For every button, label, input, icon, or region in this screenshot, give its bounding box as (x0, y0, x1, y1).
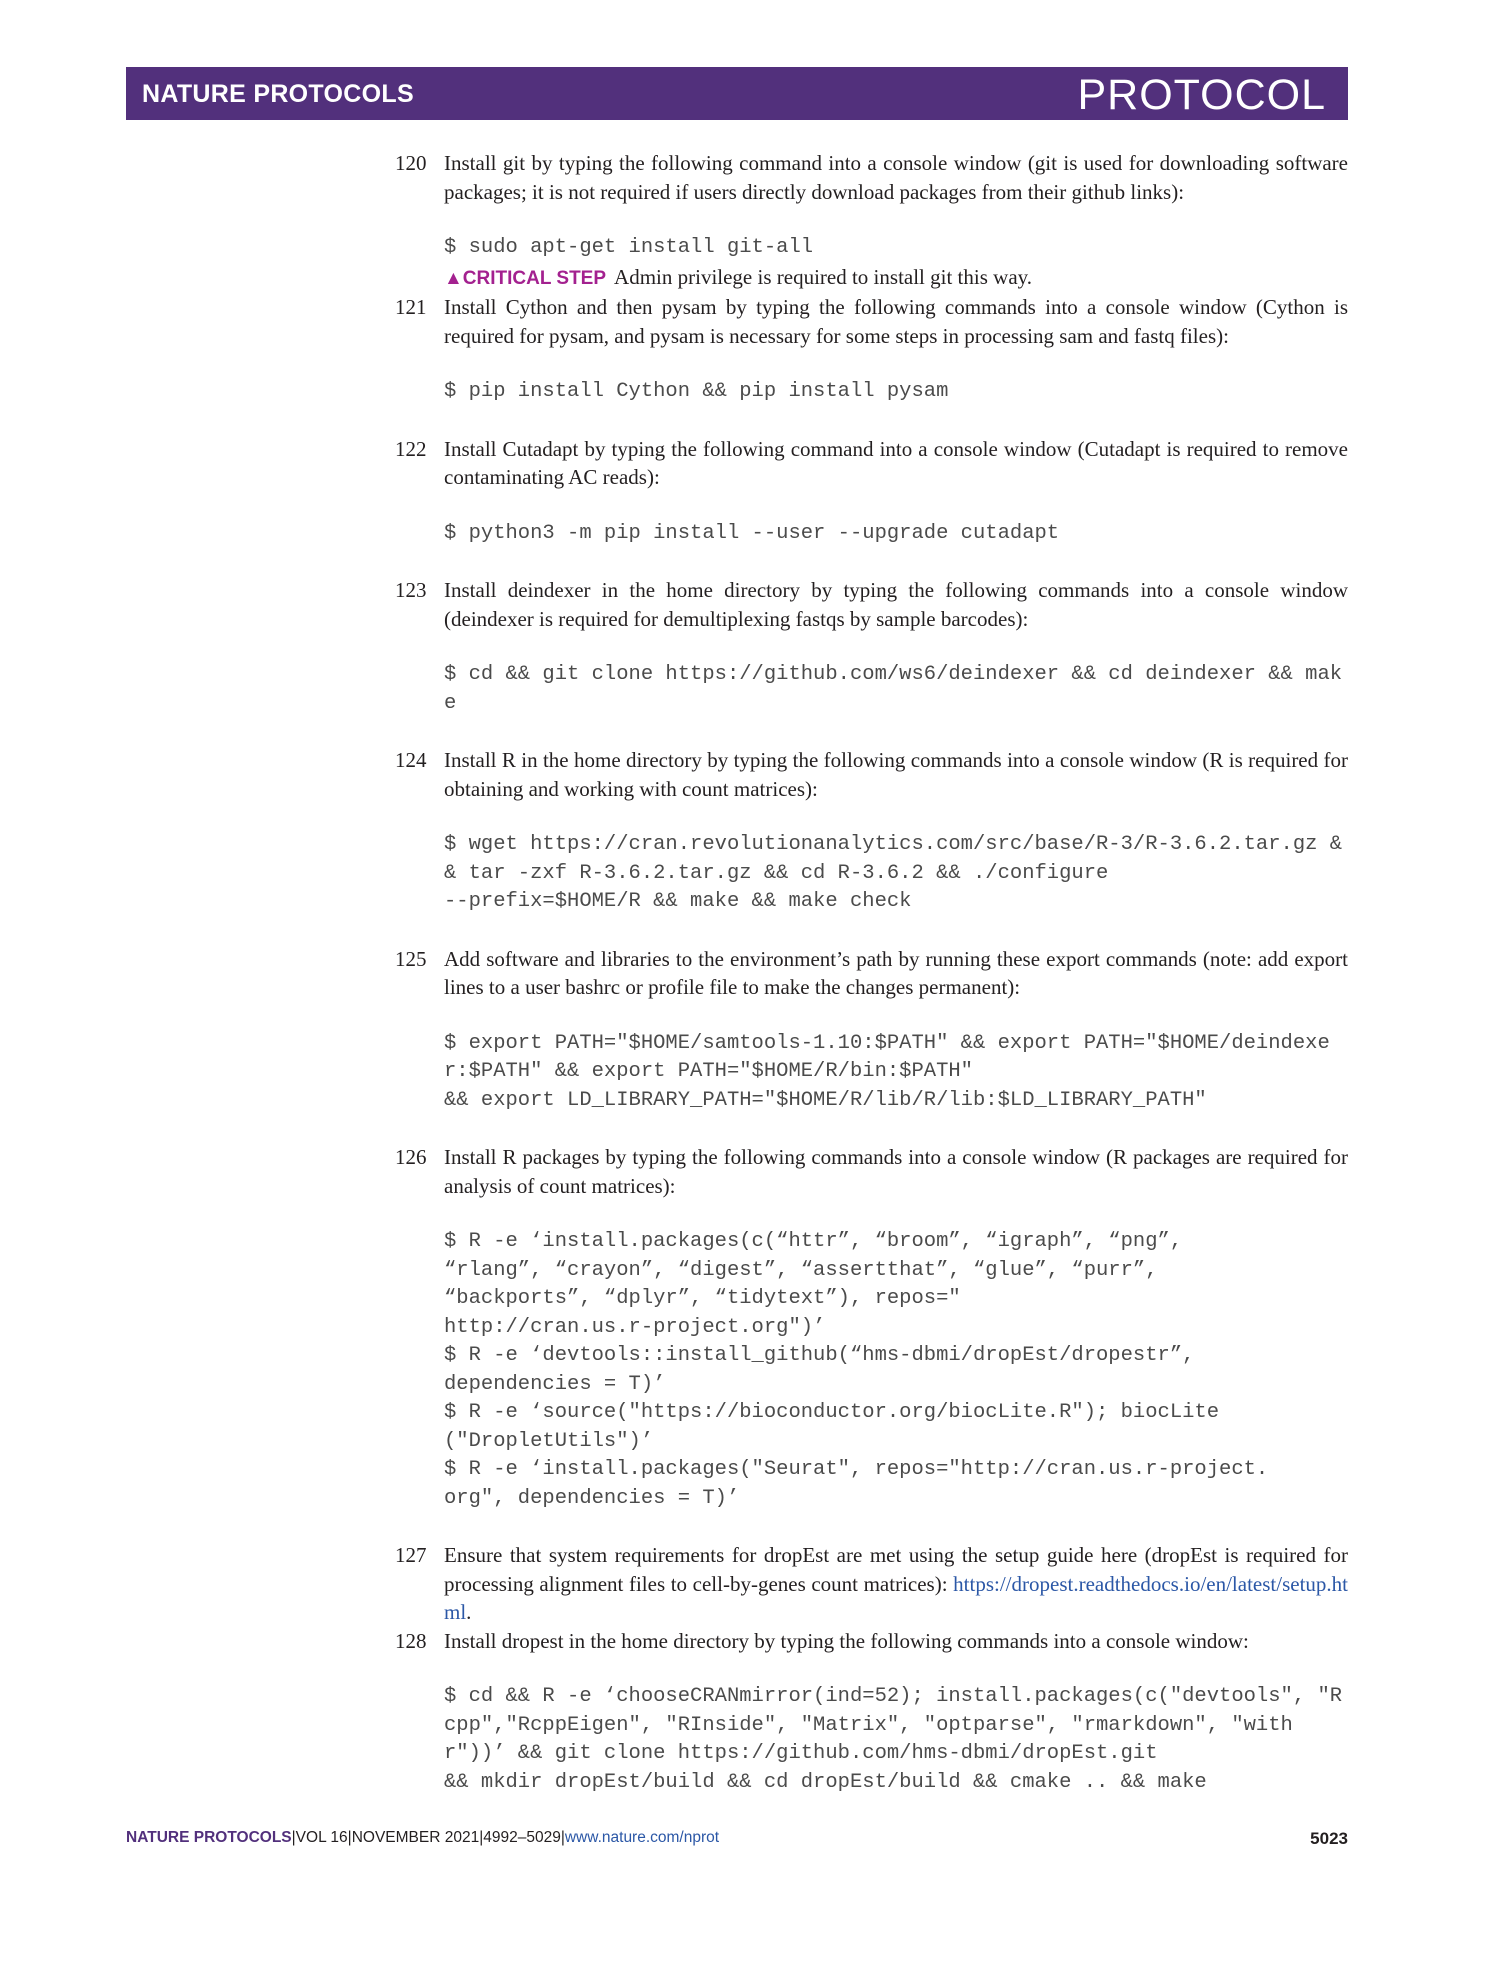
step-text-end: . (466, 1600, 472, 1624)
step-text (444, 1541, 1348, 1627)
step-number: 120 (395, 151, 427, 175)
step-text: Install git by typing the following command into a console window (git is used for downloading software packages; it is not required if users directly download packages from their github links): (444, 151, 1348, 204)
citation-line (126, 1829, 719, 1847)
step-text-main: Ensure that system requirements for dropEst are met using the setup guide here (dropEst is required for processing alignment files to cell-by-genes count matrices): (444, 1543, 1348, 1596)
footer-sep: | (560, 1829, 565, 1846)
step-127 (395, 1541, 1348, 1627)
step-122 (395, 435, 1348, 549)
command-block: $ sudo apt-get install git-all (444, 236, 814, 259)
article-type: PROTOCOL (1077, 71, 1326, 119)
journal-banner (126, 67, 1348, 120)
step-text: Install deindexer in the home directory by typing the following commands into a console window (deindexer is required for demultiplexing fastqs by sample barcodes): (444, 578, 1348, 631)
footer-url[interactable]: www.nature.com/nprot (564, 1829, 720, 1846)
step-number: 126 (395, 1145, 427, 1169)
step-text: Install R in the home directory by typing the following commands into a console window (R is required for obtaining and working with count matrices): (444, 748, 1348, 801)
step-128 (395, 1627, 1348, 1798)
step-124 (395, 746, 1348, 917)
command-block: $ python3 -m pip install --user --upgrade cutadapt (444, 521, 1060, 545)
footer-pages: 4992–5029 (483, 1829, 561, 1846)
step-number: 122 (395, 436, 427, 461)
footer-sep: | (479, 1829, 484, 1846)
page-number: 5023 (1310, 1829, 1348, 1848)
step-text: Add software and libraries to the environment’s path by running these export commands (note: add export lines to a user bashrc or profile file to make the changes permanent): (444, 946, 1348, 999)
step-text: Install Cython and then pysam by typing the following commands into a console window (Cython is required for pysam, and pysam is necessary for some steps in processing sam and fastq files): (444, 295, 1348, 348)
setup-guide-link[interactable]: https://dropest.readthedocs.io/en/latest/setup.html (444, 1571, 1348, 1624)
footer-sep: | (347, 1829, 352, 1846)
step-number: 121 (395, 295, 427, 319)
journal-title: NATURE PROTOCOLS (142, 80, 414, 108)
command-block: $ cd && R -e ‘chooseCRANmirror(ind=52); install.packages(c("devtools", "Rcpp","RcppEigen", "RInside", "Matrix", "optparse", "rmarkdown", "withr"))’ && git clone https://github.com/hms-dbmi/dropEst.git && mkdir dropEst/build && cd dropEst/build && cmake .. && make (444, 1685, 1343, 1794)
step-number: 125 (395, 946, 427, 971)
command-block: $ wget https://cran.revolutionanalytics.com/src/base/R-3/R-3.6.2.tar.gz && tar -zxf R-3.6.2.tar.gz && cd R-3.6.2 && ./configure --prefix=$HOME/R && make && make check (444, 833, 1343, 913)
step-121 (395, 293, 1348, 407)
step-text: Install dropest in the home directory by typing the following commands into a console window: (444, 1628, 1249, 1653)
critical-step-label: ▲CRITICAL STEP (444, 267, 607, 289)
step-number: 124 (395, 748, 427, 772)
step-number: 127 (395, 1543, 427, 1567)
protocol-steps (395, 149, 1348, 1825)
step-120 (395, 149, 1348, 293)
footer-date: NOVEMBER 2021 (351, 1829, 480, 1846)
step-text: Install R packages by typing the following commands into a console window (R packages are required for analysis of count matrices): (444, 1145, 1348, 1198)
step-123 (395, 576, 1348, 718)
page-footer (126, 1829, 1348, 1853)
critical-step-note (444, 263, 1348, 294)
critical-step-text: Admin privilege is required to install git this way. (614, 264, 1033, 289)
step-number: 128 (395, 1628, 427, 1653)
footer-journal: NATURE PROTOCOLS (126, 1829, 292, 1846)
step-text: Install Cutadapt by typing the following command into a console window (Cutadapt is required to remove contaminating AC reads): (444, 436, 1348, 489)
step-number: 123 (395, 578, 427, 602)
step-126 (395, 1143, 1348, 1513)
command-block: $ export PATH="$HOME/samtools-1.10:$PATH" && export PATH="$HOME/deindexer:$PATH" && export PATH="$HOME/R/bin:$PATH" && export LD_LIBRARY_PATH="$HOME/R/lib/R/lib:$LD_LIBRARY_PATH" (444, 1031, 1330, 1112)
command-block: $ cd && git clone https://github.com/ws6/deindexer && cd deindexer && make (444, 663, 1343, 715)
command-block: $ pip install Cython && pip install pysam (444, 380, 949, 403)
step-125 (395, 945, 1348, 1116)
command-block: $ R -e ‘install.packages(c(“httr”, “broom”, “igraph”, “png”, “rlang”, “crayon”, “digest”, “assertthat”, “glue”, “purr”, “backports”, “dplyr”, “tidytext”), repos=" http://cran.us.r-project.org")’ $ R -e ‘devtools::install_github(“hms-dbmi/dropEst/dropestr”, dependencies = T)’ $ R -e ‘source("https://bioconductor.org/biocLite.R"); biocLite ("DropletUtils")’ $ R -e ‘install.packages("Seurat", repos="http://cran.us.r-project. org", dependencies = T)’ (444, 1230, 1269, 1510)
footer-sep: | (291, 1829, 296, 1846)
footer-volume: VOL 16 (295, 1829, 348, 1846)
